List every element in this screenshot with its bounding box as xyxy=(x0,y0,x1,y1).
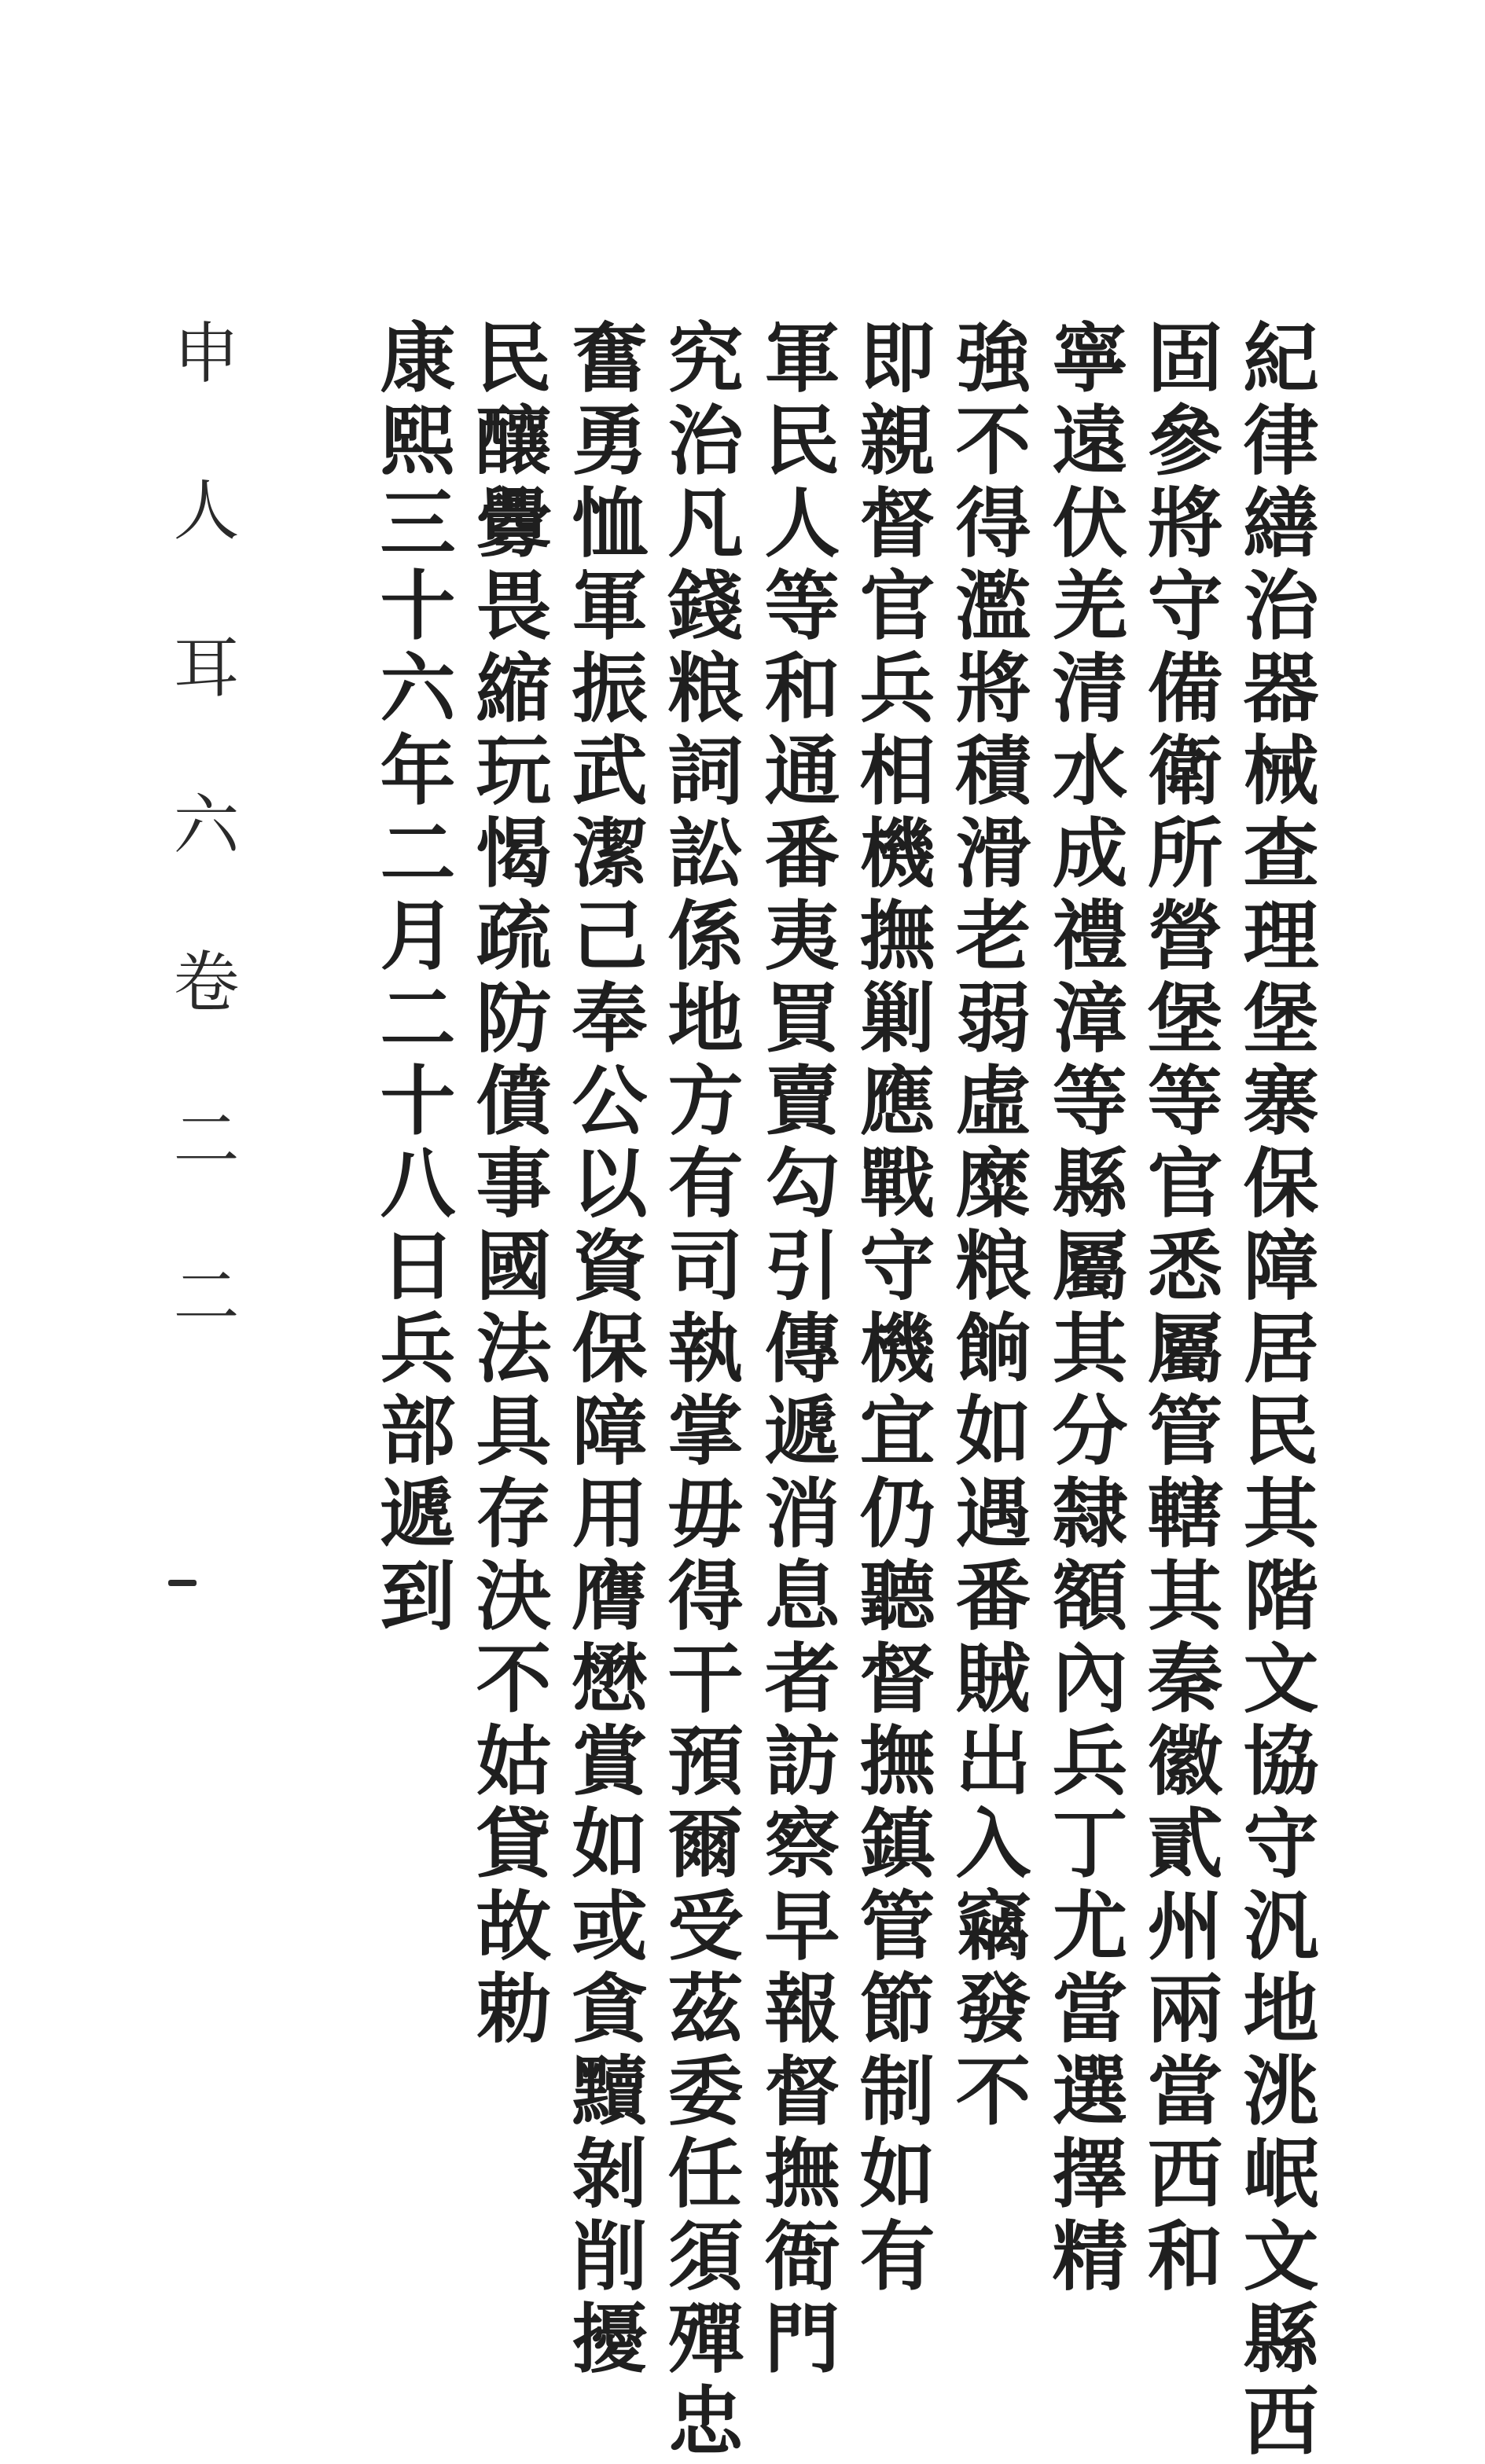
text-column-8: 奮勇恤軍振武潔己奉公以資保障用膺懋賞如或貪黷剝削擾 xyxy=(560,318,649,2381)
text-column-9: 民釀釁畏縮玩愒疏防僨事國法具存決不姑貸故勅 xyxy=(464,318,553,2051)
text-column-3: 寧遠伏羌清水成禮漳等縣屬其分隸額內兵丁尤當選擇精 xyxy=(1040,318,1129,2299)
text-column-4: 強不得濫將積滑老弱虛糜粮餉如遇番賊出入竊發不 xyxy=(943,318,1032,2134)
margin-label: 申 人 耳 六 卷 二 二 xyxy=(163,318,240,1335)
text-column-1: 紀律繕治器械查理堡寨保障居民其階文協守汎地洮岷文縣西 xyxy=(1231,318,1320,2464)
text-column-6: 軍民人等和通番夷買賣勾引傳遞消息者訪察早報督撫衙門 xyxy=(752,318,841,2381)
folio-mark xyxy=(168,1580,197,1586)
text-column-5: 即親督官兵相機撫剿應戰守機宜仍聽督撫鎮管節制如有 xyxy=(847,318,936,2299)
date-line: 康熙三十六年二月二十八日兵部遞到 xyxy=(368,318,457,1639)
text-column-2: 固參將守備衛所營堡等官悉屬管轄其秦徽貳州兩當西和 xyxy=(1135,318,1224,2299)
text-column-7: 究治凡錢粮詞訟係地方有司執掌毋得干預爾受茲委任須殫忠 xyxy=(656,318,744,2464)
